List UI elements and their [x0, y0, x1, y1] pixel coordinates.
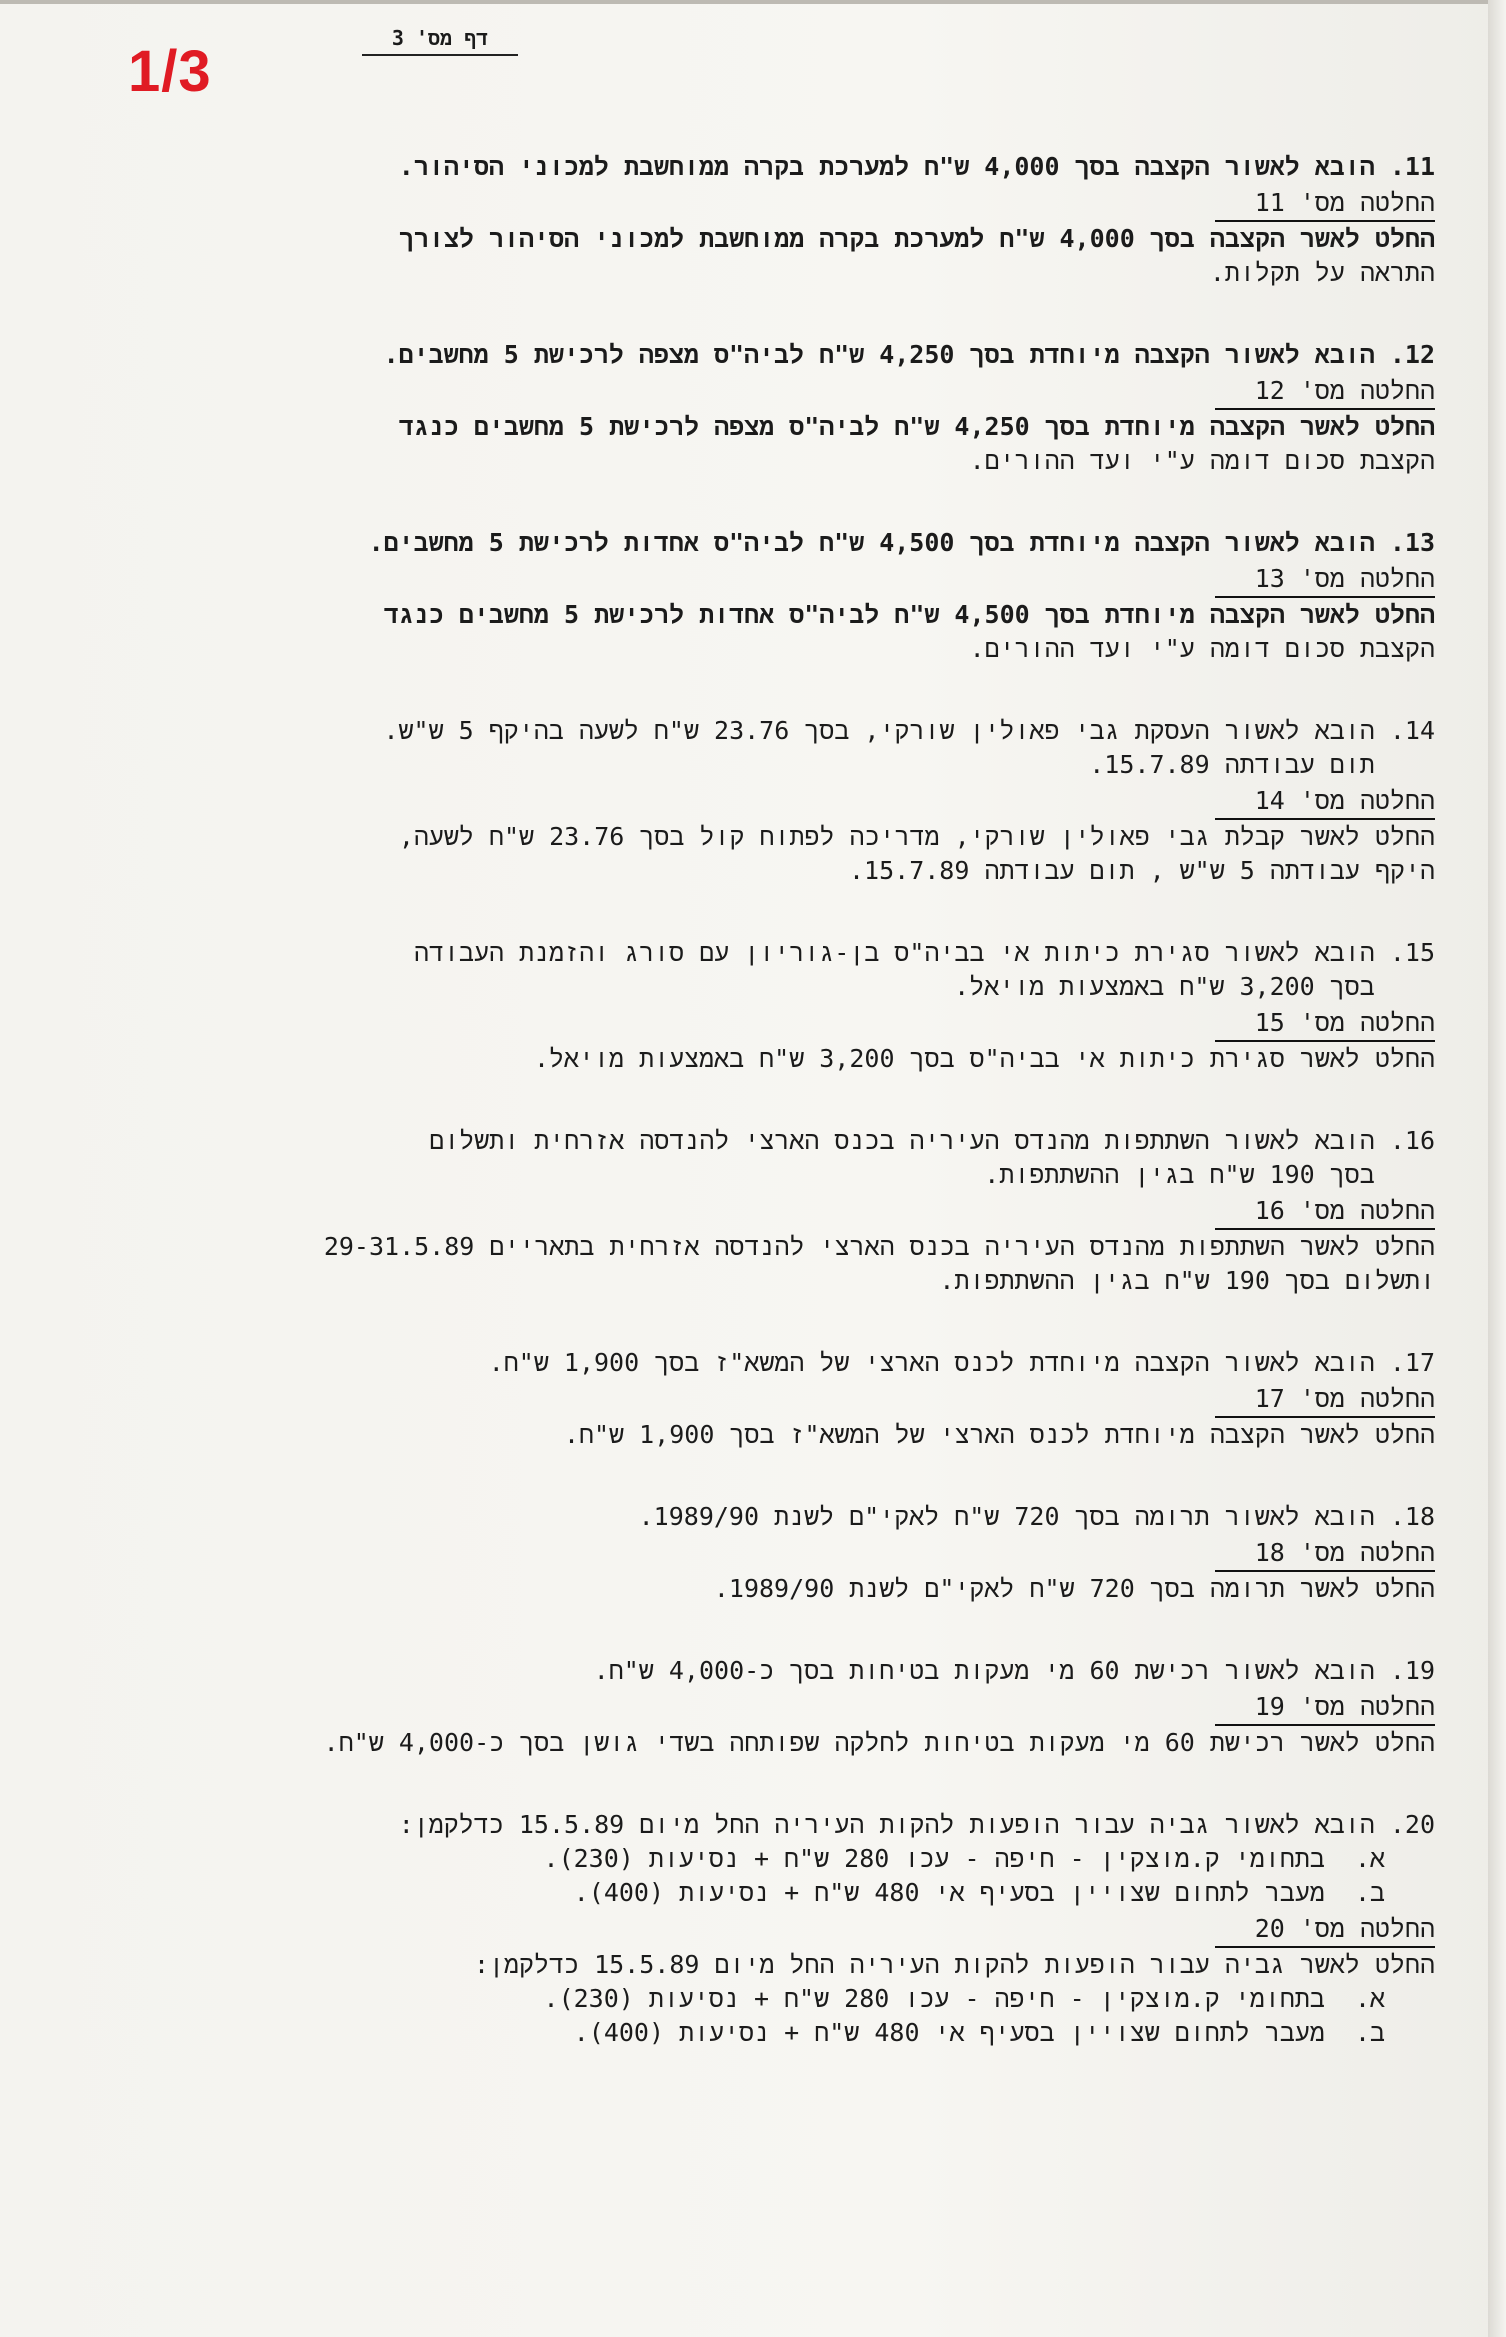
proposal-line: תום עבודתה 15.7.89. — [1089, 750, 1435, 779]
proposal-line: בסך 190 ש"ח בגין ההשתתפות. — [984, 1160, 1435, 1189]
agenda-item — [150, 526, 1435, 666]
decision-header — [150, 1194, 1435, 1230]
agenda-item — [150, 150, 1435, 290]
decision-number: החלטה מס' 13 — [1215, 562, 1435, 598]
decision-number: החלטה מס' 18 — [1215, 1536, 1435, 1572]
proposal-line: 14. הובא לאשור העסקת גבי פאולין שורקי, בסך 23.76 ש"ח לשעה בהיקף 5 ש"ש. — [383, 716, 1435, 745]
top-edge — [0, 0, 1506, 4]
minutes-items — [150, 150, 1435, 2098]
decision-sub-line: ב. מעבר לתחום שצויין בסעיף אי 480 ש"ח + נסיעות (400). — [573, 2018, 1385, 2047]
agenda-item — [150, 1654, 1435, 1760]
proposal-line: 13. הובא לאשור הקצבה מיוחדת בסך 4,500 ש"ח לביה"ס אחדות לרכישת 5 מחשבים. — [368, 528, 1435, 557]
decision-line: החלט לאשר גביה עבור הופעות להקות העיריה החל מיום 15.5.89 כדלקמן: — [473, 1950, 1435, 1979]
decision-header — [150, 374, 1435, 410]
proposal-line: 17. הובא לאשור הקצבה מיוחדת לכנס הארצי של המשא"ז בסך 1,900 ש"ח. — [488, 1348, 1435, 1377]
header-underline — [362, 54, 518, 56]
decision-number: החלטה מס' 17 — [1215, 1382, 1435, 1418]
decision-header — [150, 1536, 1435, 1572]
agenda-item — [150, 714, 1435, 888]
decision-number: החלטה מס' 15 — [1215, 1006, 1435, 1042]
decision-line: החלט לאשר הקצבה מיוחדת לכנס הארצי של המשא"ז בסך 1,900 ש"ח. — [563, 1420, 1435, 1449]
decision-header — [150, 1006, 1435, 1042]
agenda-item — [150, 1500, 1435, 1606]
page-marker: 1/3 — [128, 39, 212, 104]
proposal-line: 18. הובא לאשור תרומה בסך 720 ש"ח לאקי"ם לשנת 1989/90. — [638, 1502, 1435, 1531]
paper-edge — [1488, 0, 1506, 2337]
decision-line: החלט לאשר הקצבה מיוחדת בסך 4,500 ש"ח לביה"ס אחדות לרכישת 5 מחשבים כנגד — [383, 600, 1435, 629]
agenda-item — [150, 1808, 1435, 2050]
proposal-line: 20. הובא לאשור גביה עבור הופעות להקות העיריה החל מיום 15.5.89 כדלקמן: — [398, 1810, 1435, 1839]
decision-line: התראה על תקלות. — [1209, 258, 1435, 287]
decision-number: החלטה מס' 11 — [1215, 186, 1435, 222]
agenda-item — [150, 338, 1435, 478]
agenda-item — [150, 1124, 1435, 1298]
proposal-line: 11. הובא לאשור הקצבה בסך 4,000 ש"ח למערכת בקרה ממוחשבת למכוני הסיהור. — [398, 152, 1435, 181]
proposal-line: 19. הובא לאשור רכישת 60 מי מעקות בטיחות בסך כ-4,000 ש"ח. — [593, 1656, 1435, 1685]
proposal-line: 15. הובא לאשור סגירת כיתות אי בביה"ס בן-גוריון עם סורג והזמנת העבודה — [414, 938, 1435, 967]
decision-number: החלטה מס' 14 — [1215, 784, 1435, 820]
decision-header — [150, 562, 1435, 598]
decision-line: החלט לאשר סגירת כיתות אי בביה"ס בסך 3,200 ש"ח באמצעות מויאל. — [533, 1044, 1435, 1073]
decision-number: החלטה מס' 19 — [1215, 1690, 1435, 1726]
decision-number: החלטה מס' 20 — [1215, 1912, 1435, 1948]
decision-line: החלט לאשר הקצבה מיוחדת בסך 4,250 ש"ח לביה"ס מצפה לרכישת 5 מחשבים כנגד — [398, 412, 1435, 441]
proposal-sub-line: א. בתחומי ק.מוצקין - חיפה - עכו 280 ש"ח + נסיעות (230). — [543, 1844, 1385, 1873]
proposal-line: 16. הובא לאשור השתתפות מהנדס העיריה בכנס הארצי להנדסה אזרחית ותשלום — [429, 1126, 1435, 1155]
agenda-item — [150, 936, 1435, 1076]
proposal-line: 12. הובא לאשור הקצבה מיוחדת בסך 4,250 ש"ח לביה"ס מצפה לרכישת 5 מחשבים. — [383, 340, 1435, 369]
proposal-line: בסך 3,200 ש"ח באמצעות מויאל. — [954, 972, 1435, 1001]
decision-line: היקף עבודתה 5 ש"ש , תום עבודתה 15.7.89. — [848, 856, 1435, 885]
decision-header — [150, 1912, 1435, 1948]
decision-line: החלט לאשר רכישת 60 מי מעקות בטיחות לחלקה שפותחה בשדי גושן בסך כ-4,000 ש"ח. — [323, 1728, 1435, 1757]
agenda-item — [150, 1346, 1435, 1452]
decision-line: הקצבת סכום דומה ע"י ועד ההורים. — [969, 446, 1435, 475]
decision-header — [150, 1690, 1435, 1726]
decision-header — [150, 1382, 1435, 1418]
decision-line: החלט לאשר קבלת גבי פאולין שורקי, מדריכה לפתוח קול בסך 23.76 ש"ח לשעה, — [398, 822, 1435, 851]
decision-header — [150, 186, 1435, 222]
proposal-sub-line: ב. מעבר לתחום שצויין בסעיף אי 480 ש"ח + נסיעות (400). — [573, 1878, 1385, 1907]
decision-header — [150, 784, 1435, 820]
decision-line: הקצבת סכום דומה ע"י ועד ההורים. — [969, 634, 1435, 663]
decision-sub-line: א. בתחומי ק.מוצקין - חיפה - עכו 280 ש"ח + נסיעות (230). — [543, 1984, 1385, 2013]
decision-number: החלטה מס' 12 — [1215, 374, 1435, 410]
page-number-header: דף מס' 3 — [391, 26, 489, 50]
decision-line: החלט לאשר תרומה בסך 720 ש"ח לאקי"ם לשנת 1989/90. — [713, 1574, 1435, 1603]
decision-line: החלט לאשר השתתפות מהנדס העיריה בכנס הארצי להנדסה אזרחית בתאריים 29-31.5.89 — [323, 1232, 1435, 1261]
decision-number: החלטה מס' 16 — [1215, 1194, 1435, 1230]
decision-line: החלט לאשר הקצבה בסך 4,000 ש"ח למערכת בקרה ממוחשבת למכוני הסיהור לצורך — [398, 224, 1435, 253]
decision-line: ותשלום בסך 190 ש"ח בגין ההשתתפות. — [939, 1266, 1435, 1295]
